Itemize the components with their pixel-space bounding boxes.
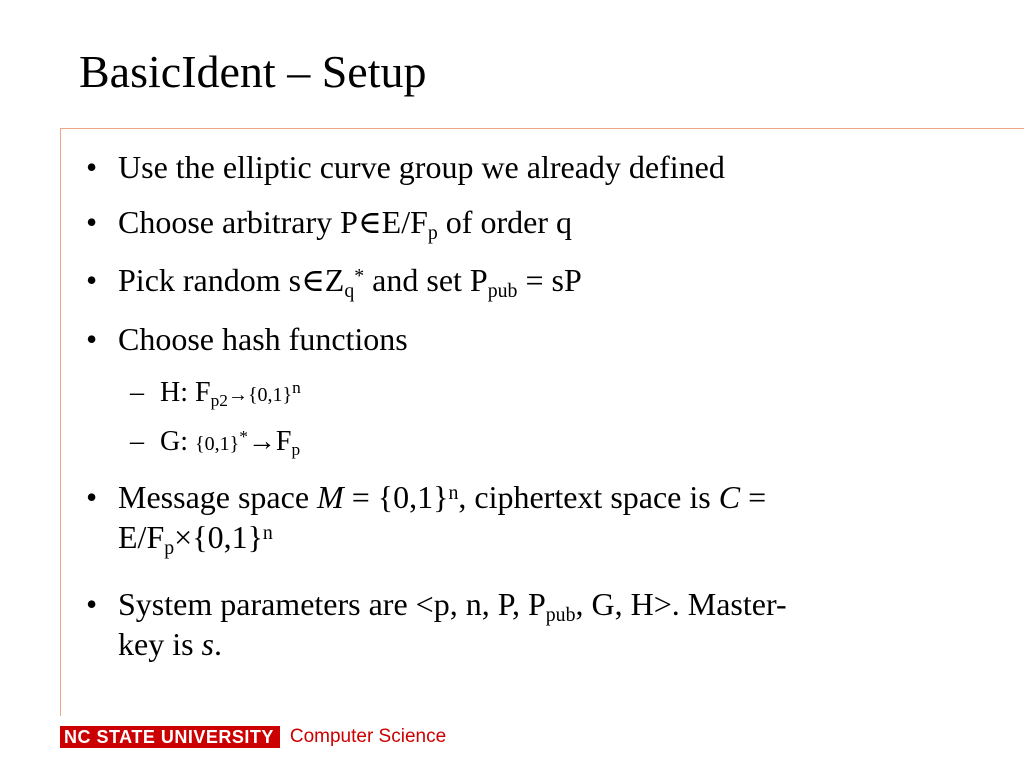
bullet-dot-icon: •: [86, 479, 98, 515]
university-logo: NC STATE UNIVERSITY: [60, 726, 280, 748]
footer: [60, 726, 446, 748]
vertical-rule: [60, 128, 61, 716]
sub-item-text: G: $\{0,1\}^*\to F_p$: [160, 426, 301, 460]
horizontal-rule: [60, 128, 1024, 129]
bullet-dot-icon: •: [86, 262, 98, 298]
bullet-text: Use the elliptic curve group we already defined: [118, 149, 725, 185]
bullet-dot-icon: •: [86, 149, 98, 185]
bullet-text: Choose hash functions: [118, 321, 408, 357]
bullet-text: Pick random $s\in Z_q^*$ and set $P_{pub}$ = sP: [118, 262, 582, 302]
dash-icon: –: [130, 377, 144, 408]
bullet-text: System parameters are <p, n, P, $P_{pub}$, G, H>. Master- key is s.: [118, 586, 787, 662]
dash-icon: –: [130, 426, 144, 457]
department-name: Computer Science: [289, 726, 447, 747]
bullet-dot-icon: •: [86, 586, 98, 622]
bullet-dot-icon: •: [86, 321, 98, 357]
sub-item-text: H: $F_{p2}\to\{0,1\}^n$: [160, 377, 301, 411]
bullet-text: Choose arbitrary $P\in E/F_p$ of order q: [118, 204, 572, 244]
bullet-text: Message space $M = \{0,1\}^n$, ciphertext space is C = $E/F_p\times\{0,1\}^n$: [118, 479, 767, 559]
slide-title: BasicIdent – Setup: [79, 46, 427, 97]
bullet-dot-icon: •: [86, 204, 98, 240]
